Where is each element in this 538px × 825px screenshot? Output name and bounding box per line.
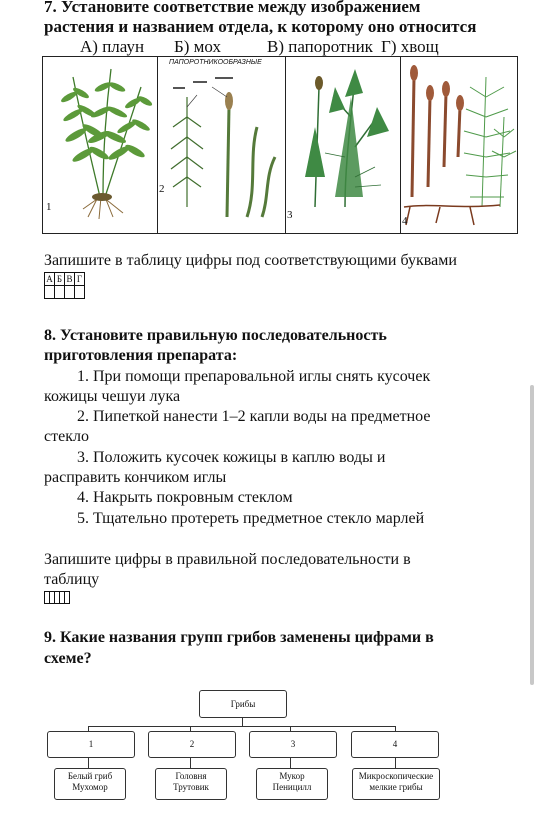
scheme-connector (242, 717, 243, 726)
q8-step-2: 2. Пипеткой нанести 1–2 капли воды на предметное (77, 408, 431, 425)
scheme-example-1 (54, 768, 126, 800)
q8-step-1: 1. При помощи препаровальной иглы снять кусочек (77, 368, 431, 385)
scheme-group-1: 1 (47, 731, 135, 758)
q7-option-g: Г) хвощ (381, 37, 439, 56)
example-2-line1: Головня (175, 771, 207, 781)
example-3-line2: Пеницилл (272, 782, 312, 792)
example-3-line1: Мукор (279, 771, 305, 781)
q7-option-a: А) плаун (80, 37, 145, 56)
q8-title-line1: 8. Установите правильную последовательность (44, 327, 387, 344)
scheme-root-fungi: Грибы (199, 690, 287, 718)
vertical-scrollbar[interactable] (530, 385, 534, 685)
example-4-line2: мелкие грибы (369, 782, 423, 792)
q7-title-line2: растения и названием отдела, к которому оно относится (44, 17, 477, 36)
q7-title-line1: 7. Установите соответствие между изображением (44, 0, 421, 16)
example-4-line1: Микроскопические (358, 771, 434, 781)
image-number-1: 1 (46, 201, 52, 213)
q7-option-v: В) папоротник (267, 37, 373, 56)
scheme-group-4: 4 (351, 731, 439, 758)
example-1-line2: Мухомор (72, 782, 108, 792)
scheme-example-4 (352, 768, 440, 800)
q7-instruction: Запишите в таблицу цифры под соответствующими буквами (44, 252, 457, 269)
scheme-group-2: 2 (148, 731, 236, 758)
image-number-2: 2 (159, 183, 165, 195)
scheme-example-2 (155, 768, 227, 800)
table-header-a: А (46, 273, 53, 284)
table-header-b: Б (55, 273, 65, 286)
q8-title-line2: приготовления препарата: (44, 347, 238, 364)
q8-step-4: 4. Накрыть покровным стеклом (77, 489, 293, 506)
example-2-line2: Трутовик (173, 782, 209, 792)
q9-title-line2: схеме? (44, 650, 92, 667)
q8-instruction-line1: Запишите цифры в правильной последовательности в (44, 551, 411, 568)
image-2-caption: ПАПОРОТНИКООБРАЗНЫЕ (169, 59, 262, 66)
scheme-connector (395, 757, 396, 768)
q8-step-1-cont: кожицы чешуи лука (44, 388, 181, 405)
table-header-v: В (66, 273, 73, 284)
q8-step-5: 5. Тщательно протереть предметное стекло марлей (77, 510, 425, 527)
scheme-group-3: 3 (249, 731, 337, 758)
q8-step-3: 3. Положить кусочек кожицы в каплю воды и (77, 449, 386, 466)
scheme-connector (88, 757, 89, 768)
table-header-g: Г (75, 273, 85, 286)
scheme-example-3 (256, 768, 328, 800)
q9-title-line1: 9. Какие названия групп грибов заменены цифрами в (44, 629, 434, 646)
q7-option-b: Б) мох (174, 37, 222, 56)
q8-step-3-cont: расправить кончиком иглы (44, 469, 227, 486)
example-1-line1: Белый гриб (67, 771, 113, 781)
scheme-connector (190, 757, 191, 768)
image-number-4: 4 (402, 215, 408, 227)
scheme-connector (290, 757, 291, 768)
scheme-connector (88, 726, 396, 727)
q8-instruction-line2: таблицу (44, 571, 100, 588)
q8-step-2-cont: стекло (44, 428, 89, 445)
image-number-3: 3 (287, 209, 293, 221)
